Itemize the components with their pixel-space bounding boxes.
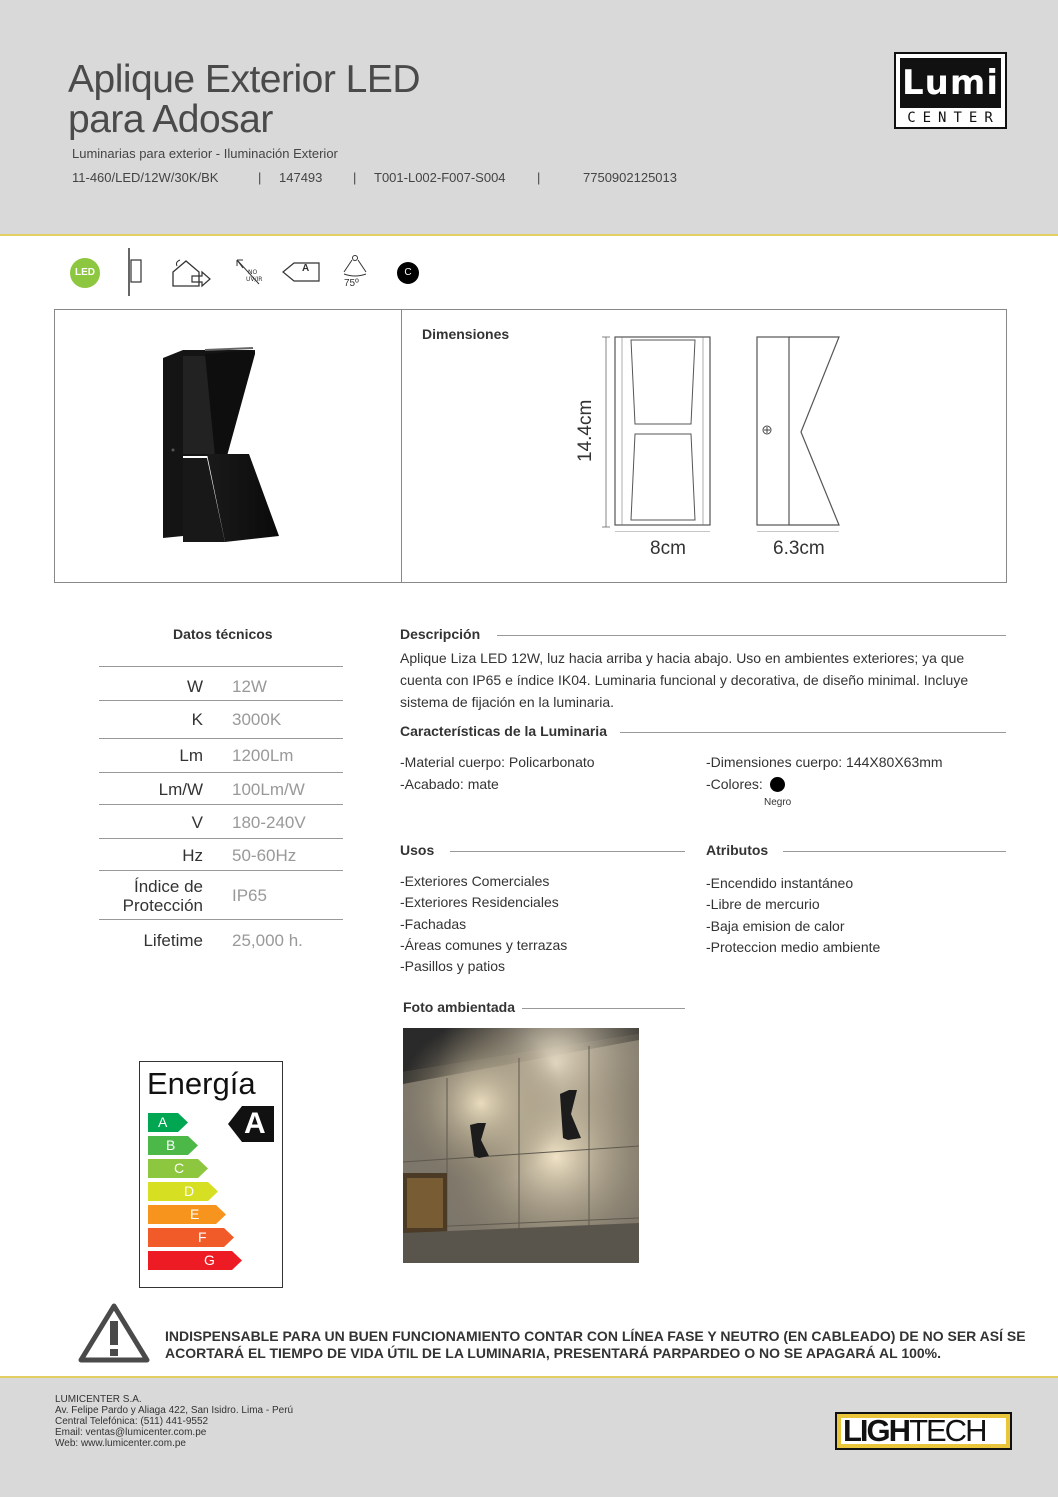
- description-title: Descripción: [400, 626, 481, 642]
- body-dimensions-text: -Dimensiones cuerpo: 144X80X63mm: [706, 754, 943, 770]
- energy-bar-c-label: C: [174, 1160, 185, 1176]
- attributes-title: Atributos: [706, 842, 769, 858]
- energy-bar-f-label: F: [198, 1229, 207, 1245]
- list-item: -Baja emision de calor: [706, 918, 845, 934]
- code-separator: |: [353, 170, 357, 185]
- list-item: -Fachadas: [400, 916, 467, 932]
- svg-text:NO: NO: [248, 269, 258, 276]
- characteristics-title: Características de la Luminaria: [400, 723, 607, 739]
- energy-title: Energía: [147, 1066, 256, 1101]
- spec-label: V: [191, 813, 203, 832]
- colors-text: -Colores:: [706, 776, 763, 792]
- energy-class-label: A: [302, 263, 310, 274]
- company-info: [55, 1394, 293, 1449]
- spec-label: Hz: [182, 846, 203, 865]
- product-code: 11-460/LED/12W/30K/BK: [72, 170, 219, 185]
- wall-mount-icon: [125, 248, 145, 298]
- feature-icons: [70, 250, 470, 294]
- beam-angle-icon: [340, 254, 370, 280]
- ambient-photo-illustration: [403, 1028, 639, 1263]
- company-address: Av. Felipe Pardo y Aliaga 422, San Isidro. Lima - Perú: [55, 1405, 294, 1416]
- warning-line-2: ACORTARÁ EL TIEMPO DE VIDA ÚTIL DE LA LUMINARIA, PRESENTARÁ PARPARDEO O NO SE APAGARÁ AL 100%.: [165, 1345, 942, 1361]
- energy-label: [139, 1061, 283, 1288]
- uses-title: Usos: [400, 842, 435, 858]
- logo-bottom: CENTER: [907, 110, 1000, 126]
- spec-row: [99, 804, 343, 838]
- energy-bar-a-label: A: [158, 1114, 168, 1130]
- title-line-1: Aplique Exterior LED: [68, 58, 421, 101]
- specs-title: Datos técnicos: [173, 626, 273, 642]
- company-name: LUMICENTER S.A.: [55, 1394, 142, 1405]
- company-email[interactable]: Email: ventas@lumicenter.com.pe: [55, 1427, 207, 1438]
- finish-text: -Acabado: mate: [400, 776, 499, 792]
- spec-value: IP65: [232, 886, 267, 905]
- section-rule: [497, 635, 1006, 636]
- spec-value: 180-240V: [232, 813, 306, 832]
- code-separator: |: [258, 170, 262, 185]
- page-title: [68, 60, 420, 140]
- lightech-logo: [835, 1412, 1012, 1450]
- product-dimensions-box: [54, 309, 1007, 583]
- spec-row: [99, 838, 343, 870]
- list-item: -Exteriores Residenciales: [400, 894, 559, 910]
- section-rule: [783, 851, 1006, 852]
- section-rule: [620, 732, 1006, 733]
- list-item: -Libre de mercurio: [706, 896, 820, 912]
- energy-rating: A: [244, 1107, 266, 1140]
- spec-value: 50-60Hz: [232, 846, 297, 865]
- material-text: -Material cuerpo: Policarbonato: [400, 754, 595, 770]
- spec-label: Índice de Protección: [122, 877, 203, 915]
- dimensions-title: Dimensiones: [422, 326, 510, 342]
- company-web[interactable]: Web: www.lumicenter.com.pe: [55, 1438, 186, 1449]
- spec-value: 25,000 h.: [232, 931, 303, 950]
- spec-label: Lm: [179, 746, 203, 765]
- ambient-photo: [403, 1028, 639, 1263]
- spec-value: 12W: [232, 677, 267, 696]
- beam-angle-label: 75º: [344, 278, 359, 289]
- photo-title: Foto ambientada: [403, 999, 516, 1015]
- spec-value: 100Lm/W: [232, 780, 305, 799]
- energy-bar-d-label: D: [184, 1183, 195, 1199]
- color-swatch-black: [770, 777, 785, 792]
- list-item: -Encendido instantáneo: [706, 875, 854, 891]
- led-icon: LED: [70, 258, 100, 288]
- energy-bar-e-label: E: [190, 1206, 200, 1222]
- spec-row: [99, 700, 343, 734]
- code-separator: |: [537, 170, 541, 185]
- list-item: -Pasillos y patios: [400, 958, 506, 974]
- warning-line-1: INDISPENSABLE PARA UN BUEN FUNCIONAMIENTO CONTAR CON LÍNEA FASE Y NEUTRO (EN CABLEADO) DE NO SER ASÍ SE: [165, 1328, 1026, 1344]
- product-ref: T001-L002-F007-S004: [374, 170, 506, 185]
- spec-row: [99, 870, 343, 918]
- no-uv-ir-icon: [235, 258, 263, 288]
- list-item: -Proteccion medio ambiente: [706, 939, 881, 955]
- height-label: 14.4cm: [575, 399, 596, 462]
- product-id: 147493: [279, 170, 323, 185]
- description-text: Aplique Liza LED 12W, luz hacia arriba y hacia abajo. Uso en ambientes exteriores; ya que cuenta con IP65 e índice IK04. Luminaria funcional y decorativa, de diseño minimal. Incluye sistema de fijación en la luminaria.: [400, 650, 969, 710]
- section-rule: [522, 1008, 685, 1009]
- spec-label: Lifetime: [143, 931, 203, 950]
- outdoor-house-icon: [170, 256, 212, 290]
- box-divider: [401, 310, 402, 582]
- svg-text:UV/IR: UV/IR: [246, 276, 263, 283]
- header-divider: [0, 234, 1058, 236]
- logo-top: Lumi: [900, 58, 1001, 108]
- energy-bar-b-label: B: [166, 1137, 176, 1153]
- spec-label: Lm/W: [158, 780, 203, 799]
- company-phone: Central Telefónica: (511) 441-9552: [55, 1416, 209, 1427]
- dimension-drawing: [595, 332, 875, 532]
- spec-label: W: [186, 677, 203, 696]
- spec-row: [99, 738, 343, 772]
- subtitle: Luminarias para exterior - Iluminación Exterior: [72, 146, 338, 161]
- list-item: -Áreas comunes y terrazas: [400, 937, 568, 953]
- list-item: -Exteriores Comerciales: [400, 873, 550, 889]
- spec-row: [99, 919, 343, 953]
- warning-text: [165, 1328, 1026, 1362]
- depth-label: 6.3cm: [773, 538, 825, 559]
- lightech-wordmark: LIGHTECH: [841, 1418, 1006, 1444]
- spec-row: [99, 772, 343, 806]
- color-name: Negro: [764, 797, 792, 808]
- lumicenter-logo: [894, 52, 1007, 129]
- title-line-2: para Adosar: [68, 98, 273, 141]
- spec-value: 3000K: [232, 710, 282, 729]
- width-label: 8cm: [650, 538, 686, 559]
- product-image: [155, 346, 290, 546]
- color-black-icon: C: [397, 262, 419, 284]
- spec-value: 1200Lm: [232, 746, 294, 765]
- spec-label: K: [191, 710, 203, 729]
- section-rule: [450, 851, 685, 852]
- energy-bar-g-label: G: [204, 1252, 215, 1268]
- warning-icon: [78, 1303, 150, 1363]
- spec-row: [99, 666, 343, 700]
- barcode-number: 7750902125013: [583, 170, 677, 185]
